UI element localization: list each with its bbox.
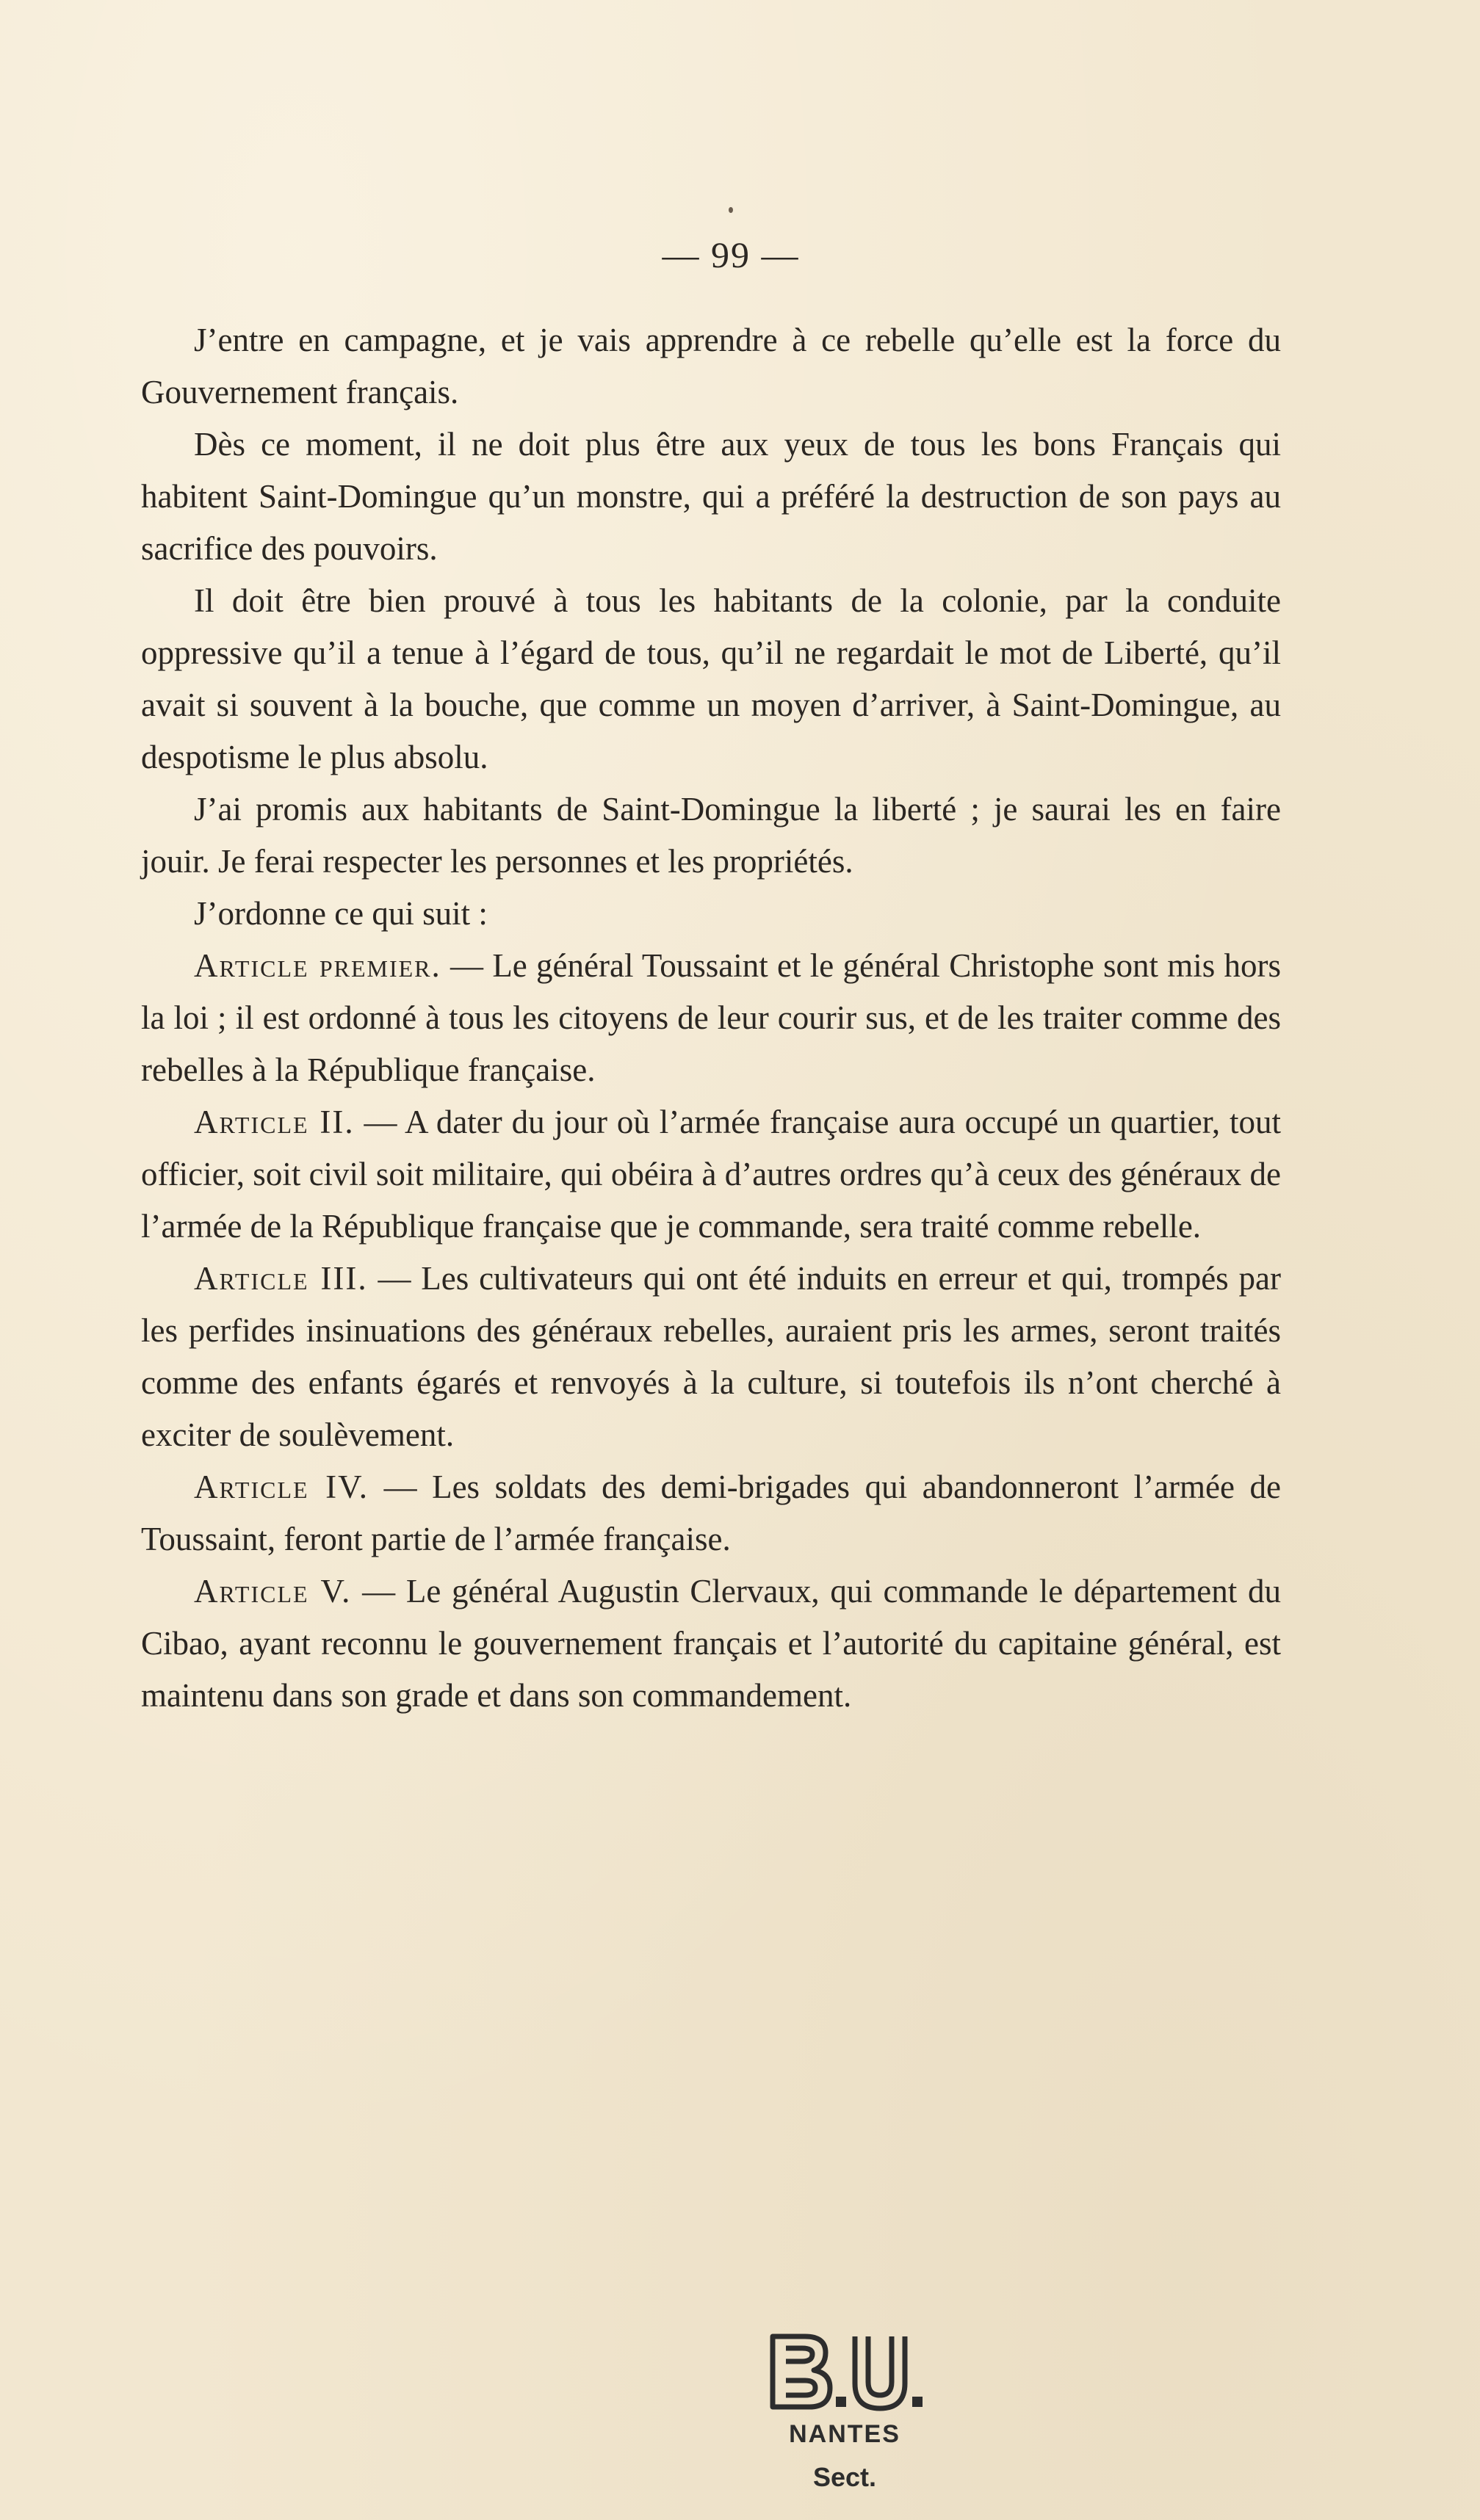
- paragraph: J’ordonne ce qui suit :: [194, 895, 488, 932]
- stamp-section: Sect.: [812, 2462, 877, 2492]
- paragraph: Dès ce moment, il ne doit plus être aux yeux de tous les bons Français qui habitent Saint-Domingue qu’un monstre, qui a préféré la destruction de son pays au sacrifice des pouvoirs.: [141, 426, 1281, 567]
- article-text: — A dater du jour où l’armée française aura occupé un quartier, tout officier, soit civil soit militaire, qui obéira à d’autres ordres qu’à ceux des généraux de l’armée de la République française que je commande, sera traité comme rebelle.: [141, 1104, 1282, 1245]
- article-label: Article premier.: [194, 947, 441, 984]
- article-5: [141, 1565, 1281, 1722]
- page-body: [141, 314, 1281, 1722]
- article-text: — Les soldats des demi-brigades qui abandonneront l’armée de Toussaint, feront partie de l’armée française.: [141, 1469, 1281, 1557]
- paragraph: J’entre en campagne, et je vais apprendre à ce rebelle qu’elle est la force du Gouvernement français.: [141, 322, 1281, 410]
- article-label: Article II.: [194, 1104, 355, 1140]
- article-2: [141, 1096, 1281, 1253]
- ink-speck: [729, 207, 733, 213]
- article-label: Article V.: [194, 1573, 352, 1610]
- article-label: Article III.: [194, 1260, 368, 1297]
- library-stamp: [757, 2328, 933, 2493]
- paragraph: J’ai promis aux habitants de Saint-Domingue la liberté ; je saurai les en faire jouir. Je ferai respecter les personnes et les propriétés.: [141, 791, 1281, 880]
- article-text: — Le général Augustin Clervaux, qui commande le département du Cibao, ayant reconnu le gouvernement français et l’autorité du capitaine général, est maintenu dans son grade et dans son commandement.: [141, 1573, 1281, 1714]
- article-label: Article IV.: [194, 1469, 369, 1505]
- article-3: [141, 1253, 1281, 1461]
- article-4: [141, 1461, 1281, 1565]
- page-number: — 99 —: [662, 234, 800, 275]
- paragraph: Il doit être bien prouvé à tous les habitants de la colonie, par la conduite oppressive qu’il a tenue à l’égard de tous, qu’il ne regardait le mot de Liberté, qu’il avait si souvent à la bouche, que comme un moyen d’arriver, à Saint-Domingue, au despotisme le plus absolu.: [141, 582, 1281, 775]
- bu-logo-icon: [757, 2328, 933, 2416]
- article-1: [141, 940, 1281, 1096]
- article-text: — Les cultivateurs qui ont été induits en erreur et qui, trompés par les perfides insinuations des généraux rebelles, auraient pris les armes, seront traités comme des enfants égarés et renvoyés à la culture, si toutefois ils n’ont cherché à exciter de soulèvement.: [141, 1260, 1281, 1453]
- stamp-city: NANTES: [789, 2420, 900, 2448]
- article-text: — Le général Toussaint et le général Christophe sont mis hors la loi ; il est ordonné à tous les citoyens de leur courir sus, et de les traiter comme des rebelles à la République française.: [141, 947, 1282, 1088]
